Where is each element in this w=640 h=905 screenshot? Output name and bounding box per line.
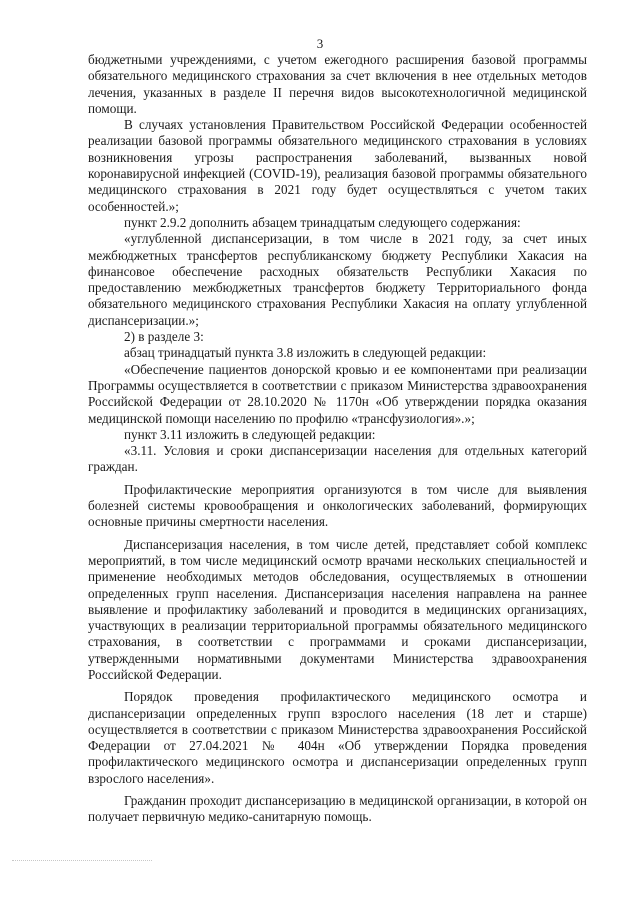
paragraph: Гражданин проходит диспансеризацию в медицинской организации, в которой он получает первичную медико-санитарную помощь.	[88, 793, 587, 825]
paragraph: Профилактические мероприятия организуются в том числе для выявления болезней системы кровообращения и онкологических заболеваний, формирующих основные причины смертности населения.	[88, 481, 587, 530]
paragraph: Диспансеризация населения, в том числе детей, представляет собой комплекс мероприятий, в том числе медицинский осмотр врачами нескольких специальностей и применение необходимых методов обследования, осуществляемых в отношении определенных групп населения. Диспансеризация населения направлена на раннее выявление и профилактику заболеваний и проводится в медицинских организациях, участвующих в реализации территориальной программы обязательного медицинского страхования, в соответствии с программами и сроками диспансеризации, утвержденными нормативными документами Министерства здравоохранения Российской Федерации.	[88, 536, 587, 682]
paragraph: 2) в разделе 3:	[124, 329, 204, 345]
paragraph: Порядок проведения профилактического медицинского осмотра и диспансеризации определенных групп взрослого населения (18 лет и старше) осуществляется в соответствии с приказом Министерства здравоохранения Российской Федерации от 27.04.2021 № 404н «Об утверждении Порядка проведения профилактического медицинского осмотра и диспансеризации определенных групп взрослого населения».	[88, 689, 587, 786]
paragraph: «углубленной диспансеризации, в том числе в 2021 году, за счет иных межбюджетных трансфертов республиканскому бюджету Республики Хакасия на финансовое обеспечение расходных обязательств Республики Хакасия по предоставлению межбюджетных трансфертов бюджету Территориального фонда обязательного медицинского страхования Республики Хакасия на оплату углубленной диспансеризации.»;	[88, 231, 587, 328]
paragraph: «Обеспечение пациентов донорской кровью и ее компонентами при реализации Программы осуществляется в соответствии с приказом Министерства здравоохранения Российской Федерации от 28.10.2020 № 1170н «Об утверждении порядка оказания медицинской помощи населению по профилю «трансфузиология».»;	[88, 361, 587, 426]
paragraph: В случаях установления Правительством Российской Федерации особенностей реализации базовой программы обязательного медицинского страхования в условиях возникновения угрозы распространения заболеваний, вызванных новой коронавирусной инфекцией (COVID-19), реализация базовой программы обязательного медицинского страхования в 2021 году будет осуществляться с учетом таких особенностей.»;	[88, 117, 587, 214]
paragraph: «3.11. Условия и сроки диспансеризации населения для отдельных категорий граждан.	[88, 443, 587, 475]
page-number: 3	[316, 36, 324, 51]
paragraph: пункт 2.9.2 дополнить абзацем тринадцатым следующего содержания:	[124, 214, 521, 230]
scan-artifact	[12, 860, 152, 867]
paragraph: пункт 3.11 изложить в следующей редакции:	[124, 426, 376, 442]
paragraph: бюджетными учреждениями, с учетом ежегодного расширения базовой программы обязательного медицинского страхования за счет включения в нее отдельных методов лечения, указанных в разделе II перечня видов высокотехнологичной медицинской помощи.	[88, 52, 587, 116]
paragraph: абзац тринадцатый пункта 3.8 изложить в следующей редакции:	[124, 345, 487, 361]
document-body	[88, 52, 587, 826]
